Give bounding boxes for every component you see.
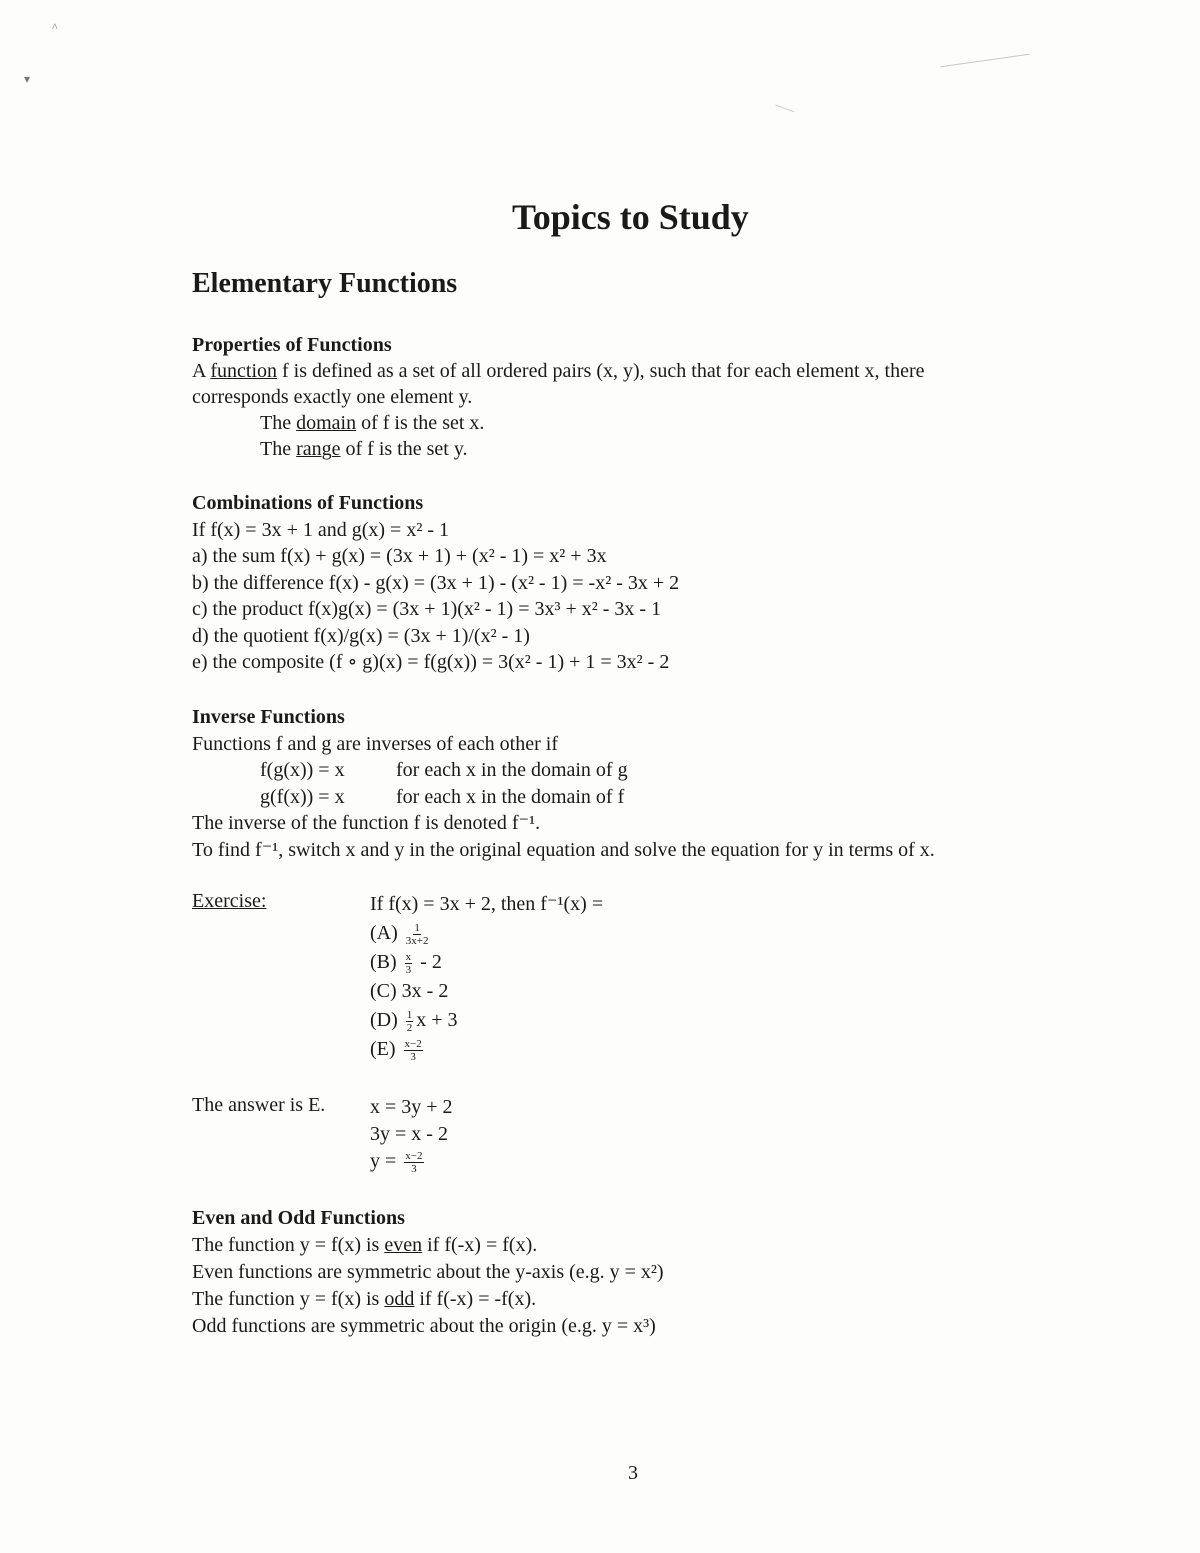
combination-item: d) the quotient f(x)/g(x) = (3x + 1)/(x² - 1): [192, 624, 530, 647]
properties-section: [192, 332, 925, 462]
inverse-condition-2: g(f(x)) = x for each x in the domain of f: [260, 785, 625, 808]
scan-mark: ▾: [24, 72, 31, 86]
scan-smudge: [775, 105, 794, 113]
combination-item: a) the sum f(x) + g(x) = (3x + 1) + (x² - 1) = x² + 3x: [192, 545, 607, 567]
scan-mark: ^: [52, 20, 58, 34]
combinations-section: [192, 490, 679, 676]
domain-line: The domain of f is the set x.: [260, 412, 485, 434]
range-line: The range of f is the set y.: [260, 438, 468, 460]
inverse-intro: Functions f and g are inverses of each other if: [192, 732, 558, 755]
properties-definition-line-1: A function f is defined as a set of all ordered pairs (x, y), such that for each element x, there: [192, 360, 925, 382]
inverse-section: [192, 704, 935, 863]
inverse-heading: Inverse Functions: [192, 706, 345, 728]
answer-steps: [370, 1094, 453, 1175]
answer-step-1: x = 3y + 2: [370, 1096, 453, 1118]
inverse-procedure: To find f⁻¹, switch x and y in the original equation and solve the equation for y in terms of x.: [192, 838, 935, 861]
odd-definition: The function y = f(x) is odd if f(-x) = -f(x).: [192, 1288, 537, 1310]
page-title: Topics to Study: [512, 197, 749, 237]
combination-item: e) the composite (f ∘ g)(x) = f(g(x)) = 3(x² - 1) + 1 = 3x² - 2: [192, 651, 670, 673]
answer-step-3: y = $\frac{x-2}{3}$: [370, 1149, 423, 1175]
exercise-block: [370, 890, 603, 1064]
combinations-intro: If f(x) = 3x + 1 and g(x) = x² - 1: [192, 518, 449, 541]
choice-a: (A) $\frac{1}{3x+2}$: [370, 921, 429, 947]
combinations-heading: Combinations of Functions: [192, 492, 424, 514]
choice-d: (D) $\frac{1}{2}$ x + 3: [370, 1008, 458, 1034]
even-definition: The function y = f(x) is even if f(-x) = f(x).: [192, 1234, 538, 1256]
exercise-label: Exercise:: [192, 890, 267, 912]
answer-label: The answer is E.: [192, 1094, 326, 1116]
choice-c: (C) 3x - 2: [370, 980, 449, 1002]
choice-e: (E) $\frac{x-2}{3}$: [370, 1037, 422, 1063]
inverse-condition-1: f(g(x)) = x for each x in the domain of g: [260, 759, 628, 781]
choice-b: (B) $\frac{x}{3}$ - 2: [370, 950, 442, 976]
section-title: Elementary Functions: [192, 268, 458, 299]
odd-symmetry: Odd functions are symmetric about the origin (e.g. y = x³): [192, 1315, 656, 1337]
properties-definition-line-2: corresponds exactly one element y.: [192, 386, 473, 408]
even-odd-section: [192, 1205, 664, 1340]
page-number: 3: [628, 1462, 638, 1484]
scan-smudge: [940, 54, 1029, 68]
answer-step-2: 3y = x - 2: [370, 1123, 448, 1145]
inverse-notation: The inverse of the function f is denoted f⁻¹.: [192, 812, 541, 834]
even-odd-heading: Even and Odd Functions: [192, 1207, 405, 1229]
exercise-question: If f(x) = 3x + 2, then f⁻¹(x) =: [370, 893, 604, 915]
even-symmetry: Even functions are symmetric about the y-axis (e.g. y = x²): [192, 1261, 664, 1283]
properties-heading: Properties of Functions: [192, 334, 392, 356]
combination-item: b) the difference f(x) - g(x) = (3x + 1) - (x² - 1) = -x² - 3x + 2: [192, 571, 680, 594]
combination-item: c) the product f(x)g(x) = (3x + 1)(x² - 1) = 3x³ + x² - 3x - 1: [192, 598, 662, 620]
